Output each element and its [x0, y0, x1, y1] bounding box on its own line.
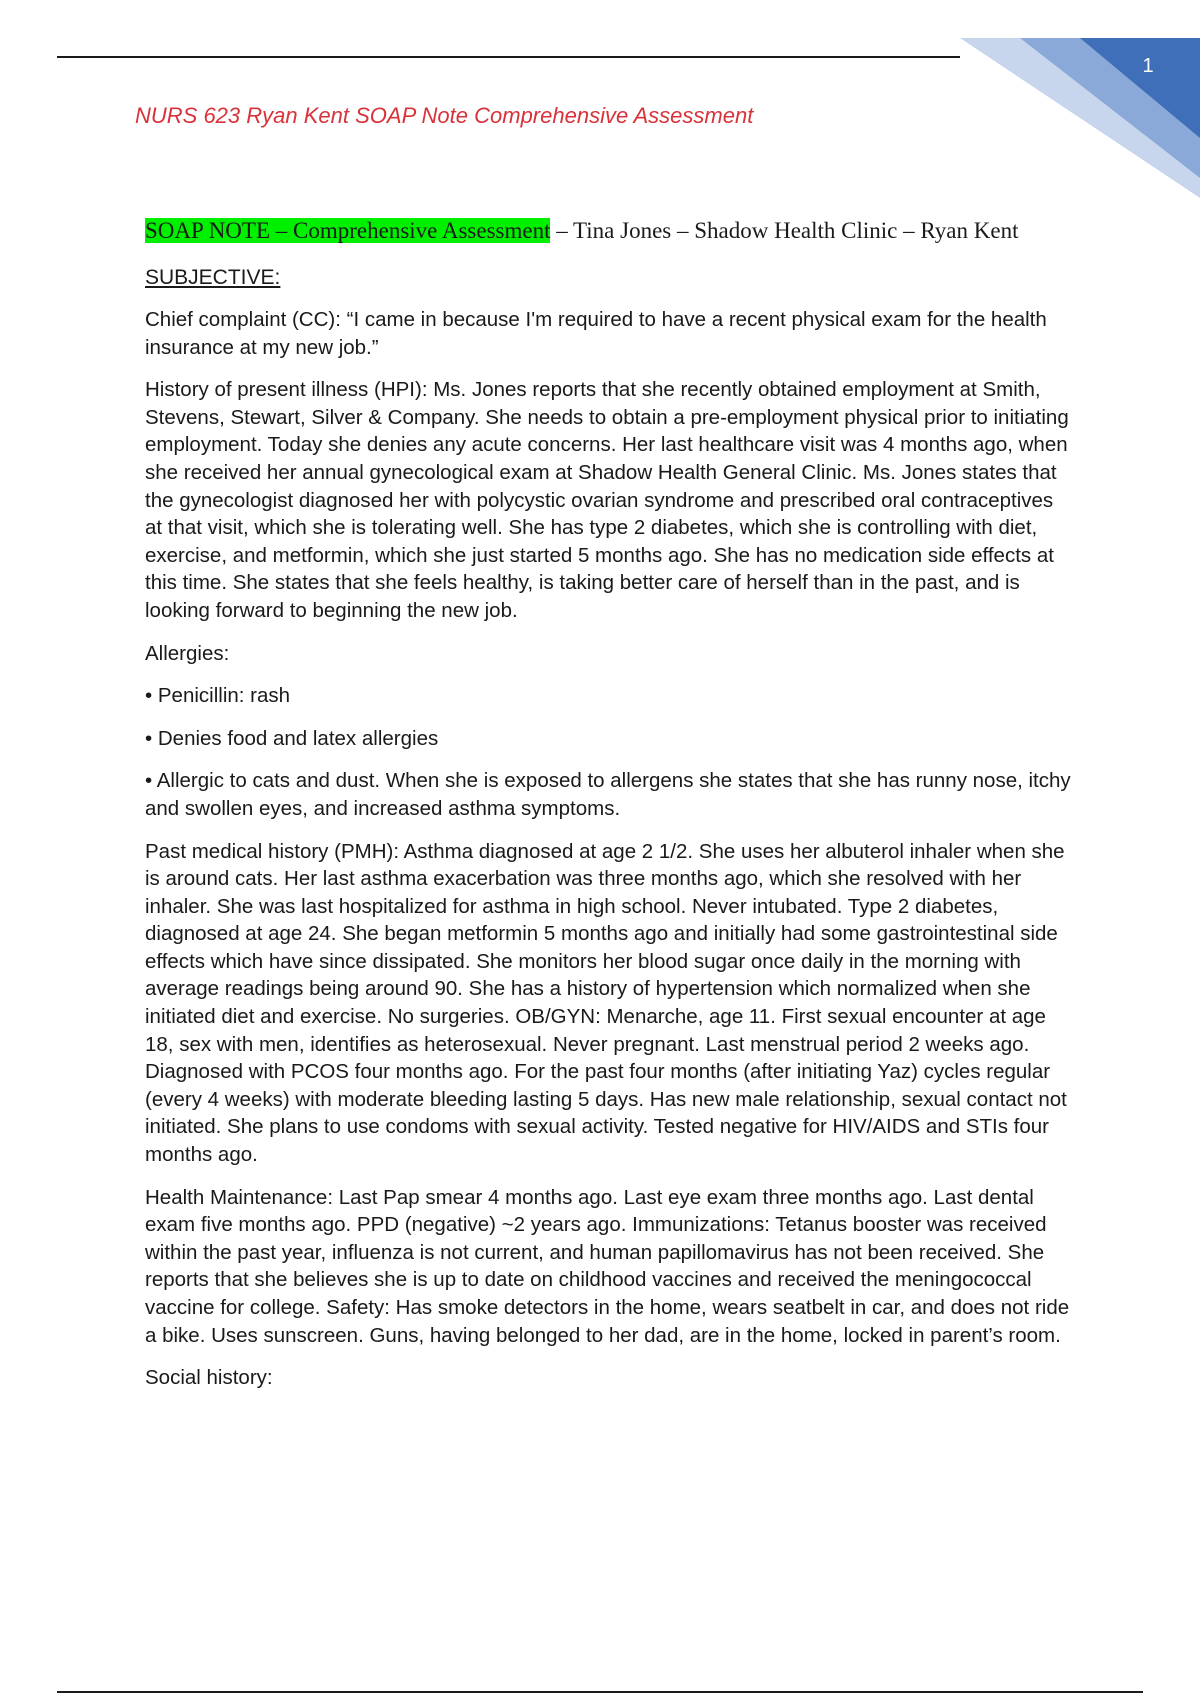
corner-decoration [960, 38, 1200, 198]
social-history-label: Social history: [145, 1366, 273, 1390]
header-rule [57, 56, 960, 58]
chief-complaint: Chief complaint (CC): “I came in because I'm required to have a recent physical exam for the health insurance at my new job.” [145, 308, 1047, 359]
document-title [145, 216, 1075, 246]
health-maintenance-paragraph: Health Maintenance: Last Pap smear 4 months ago. Last eye exam three months ago. Last dental exam five months ago. PPD (negative) ~2 years ago. Immunizations: Tetanus booster was received within the past year, influenza is not current, and human papillomavirus has not been received. She reports that she believes she is up to date on childhood vaccines and received the meningococcal vaccine for college. Safety: Has smoke detectors in the home, wears seatbelt in car, and does not ride a bike. Uses sunscreen. Guns, having belonged to her dad, are in the home, locked in parent’s room. [145, 1185, 1070, 1347]
title-highlighted-text: SOAP NOTE – Comprehensive Assessment [145, 218, 551, 243]
title-rest-text: – Tina Jones – Shadow Health Clinic – Ryan Kent [550, 218, 1019, 243]
running-header: NURS 623 Ryan Kent SOAP Note Comprehensive Assessment [135, 103, 754, 128]
allergy-item: • Denies food and latex allergies [145, 726, 439, 750]
allergies-label: Allergies: [145, 641, 230, 665]
allergy-item: • Penicillin: rash [145, 684, 291, 708]
allergy-item: • Allergic to cats and dust. When she is exposed to allergens she states that she has runny nose, itchy and swollen eyes, and increased asthma symptoms. [145, 769, 1071, 820]
document-body [145, 216, 1075, 1407]
footer-rule [57, 1691, 1143, 1693]
hpi-paragraph: History of present illness (HPI): Ms. Jones reports that she recently obtained employment at Smith, Stevens, Stewart, Silver & Company. She needs to obtain a pre-employment physical prior to initiating employment. Today she denies any acute concerns. Her last healthcare visit was 4 months ago, when she received her annual gynecological exam at Shadow Health General Clinic. Ms. Jones states that the gynecologist diagnosed her with polycystic ovarian syndrome and prescribed oral contraceptives at that visit, which she is tolerating well. She has type 2 diabetes, which she is controlling with diet, exercise, and metformin, which she just started 5 months ago. She has no medication side effects at this time. She states that she feels healthy, is taking better care of herself than in the past, and is looking forward to beginning the new job. [145, 378, 1069, 622]
subjective-heading: SUBJECTIVE: [145, 266, 281, 289]
pmh-paragraph: Past medical history (PMH): Asthma diagnosed at age 2 1/2. She uses her albuterol inhaler when she is around cats. Her last asthma exacerbation was three months ago, which she resolved with her inhaler. She was last hospitalized for asthma in high school. Never intubated. Type 2 diabetes, diagnosed at age 24. She began metformin 5 months ago and initially had some gastrointestinal side effects which have since dissipated. She monitors her blood sugar once daily in the morning with average readings being around 90. She has a history of hypertension which normalized when she initiated diet and exercise. No surgeries. OB/GYN: Menarche, age 11. First sexual encounter at age 18, sex with men, identifies as heterosexual. Never pregnant. Last menstrual period 2 weeks ago. Diagnosed with PCOS four months ago. For the past four months (after initiating Yaz) cycles regular (every 4 weeks) with moderate bleeding lasting 5 days. Has new male relationship, sexual contact not initiated. She plans to use condoms with sexual activity. Tested negative for HIV/AIDS and STIs four months ago. [145, 839, 1067, 1167]
page-number: 1 [1142, 55, 1154, 77]
